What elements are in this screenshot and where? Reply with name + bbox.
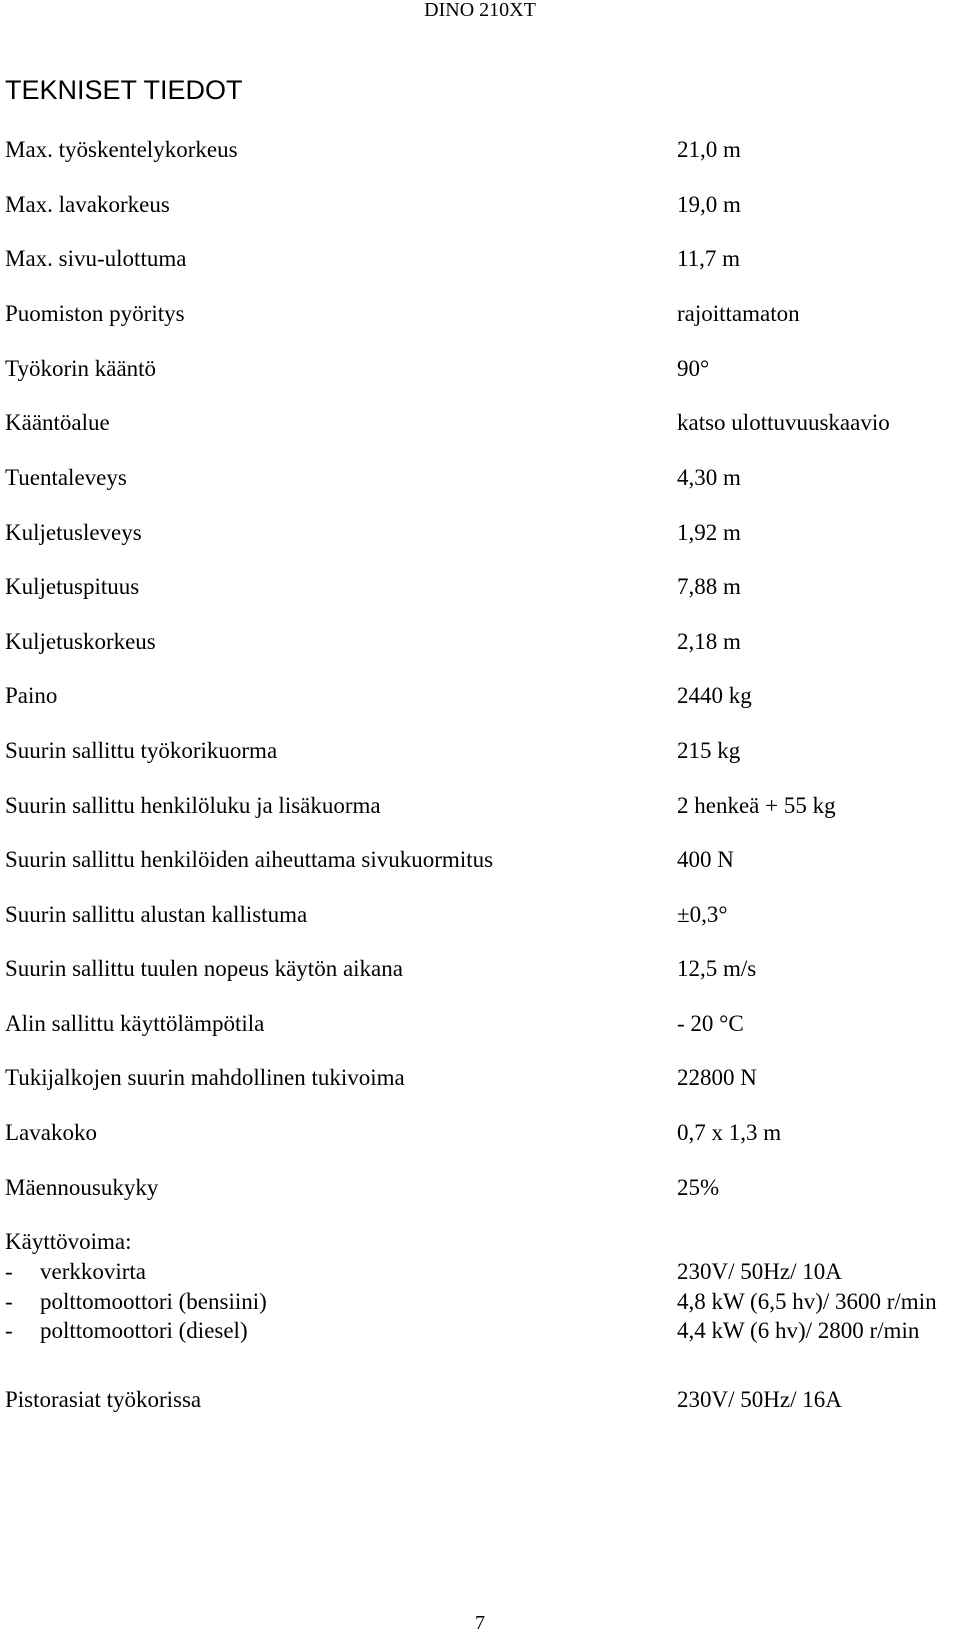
spec-value: 90° xyxy=(677,356,710,381)
spec-value: 2 henkeä + 55 kg xyxy=(677,793,836,818)
power-item xyxy=(5,1257,955,1287)
list-dash: - xyxy=(5,1288,13,1314)
spec-value: - 20 °C xyxy=(677,1011,744,1036)
spec-label: Mäennousukyky xyxy=(5,1175,159,1200)
spec-value: 19,0 m xyxy=(677,192,741,217)
spec-label: Kuljetusleveys xyxy=(5,520,142,545)
spec-value: rajoittamaton xyxy=(677,301,800,326)
power-value: 4,4 kW (6 hv)/ 2800 r/min xyxy=(677,1318,920,1343)
spec-value: 12,5 m/s xyxy=(677,956,757,981)
page-number: 7 xyxy=(475,1612,485,1634)
spec-label: Tuentaleveys xyxy=(5,465,127,490)
spec-value: 22800 N xyxy=(677,1065,757,1090)
power-label: polttomoottori (bensiini) xyxy=(40,1288,267,1314)
spec-label: Max. sivu-ulottuma xyxy=(5,246,187,271)
page-header: DINO 210XT xyxy=(424,0,536,21)
sockets-value: 230V/ 50Hz/ 16A xyxy=(677,1387,842,1412)
spec-value: 21,0 m xyxy=(677,137,741,162)
spec-value: 0,7 x 1,3 m xyxy=(677,1120,782,1145)
power-item xyxy=(5,1316,955,1346)
spec-value: 25% xyxy=(677,1175,720,1200)
spec-label: Suurin sallittu henkilöiden aiheuttama sivukuormitus xyxy=(5,847,494,872)
spec-value: ±0,3° xyxy=(677,902,728,927)
power-value: 4,8 kW (6,5 hv)/ 3600 r/min xyxy=(677,1288,937,1314)
power-label: polttomoottori (diesel) xyxy=(40,1318,248,1343)
sockets-label: Pistorasiat työkorissa xyxy=(5,1387,202,1412)
spec-label: Työkorin kääntö xyxy=(5,356,157,381)
spec-label: Max. lavakorkeus xyxy=(5,192,170,217)
spec-label: Alin sallittu käyttölämpötila xyxy=(5,1011,265,1036)
spec-label: Suurin sallittu tuulen nopeus käytön aikana xyxy=(5,956,403,981)
spec-label: Suurin sallittu henkilöluku ja lisäkuorma xyxy=(5,793,381,818)
spec-label: Suurin sallittu työkorikuorma xyxy=(5,738,278,763)
list-dash: - xyxy=(5,1259,13,1284)
spec-label: Kuljetuspituus xyxy=(5,574,140,599)
spec-value: 215 kg xyxy=(677,738,741,763)
spec-label: Max. työskentelykorkeus xyxy=(5,137,238,162)
spec-value: 1,92 m xyxy=(677,520,741,545)
spec-value: 400 N xyxy=(677,847,734,872)
spec-label: Puomiston pyöritys xyxy=(5,301,185,326)
spec-value: katso ulottuvuuskaavio xyxy=(677,410,890,435)
spec-label: Tukijalkojen suurin mahdollinen tukivoima xyxy=(5,1065,405,1090)
spec-label: Lavakoko xyxy=(5,1120,97,1145)
spec-value: 4,30 m xyxy=(677,465,741,490)
spec-value: 2,18 m xyxy=(677,629,741,654)
power-label: verkkovirta xyxy=(40,1259,147,1284)
spec-label: Paino xyxy=(5,683,58,708)
spec-label: Suurin sallittu alustan kallistuma xyxy=(5,902,308,927)
spec-label: Kääntöalue xyxy=(5,410,110,435)
page-title: TEKNISET TIEDOT xyxy=(5,75,243,105)
power-item xyxy=(5,1287,955,1317)
power-list xyxy=(5,1257,955,1346)
power-value: 230V/ 50Hz/ 10A xyxy=(677,1259,842,1284)
spec-value: 7,88 m xyxy=(677,574,741,599)
list-dash: - xyxy=(5,1318,13,1343)
spec-label: Kuljetuskorkeus xyxy=(5,629,156,654)
power-heading: Käyttövoima: xyxy=(5,1229,132,1254)
spec-value: 2440 kg xyxy=(677,683,752,708)
spec-value: 11,7 m xyxy=(677,246,741,271)
